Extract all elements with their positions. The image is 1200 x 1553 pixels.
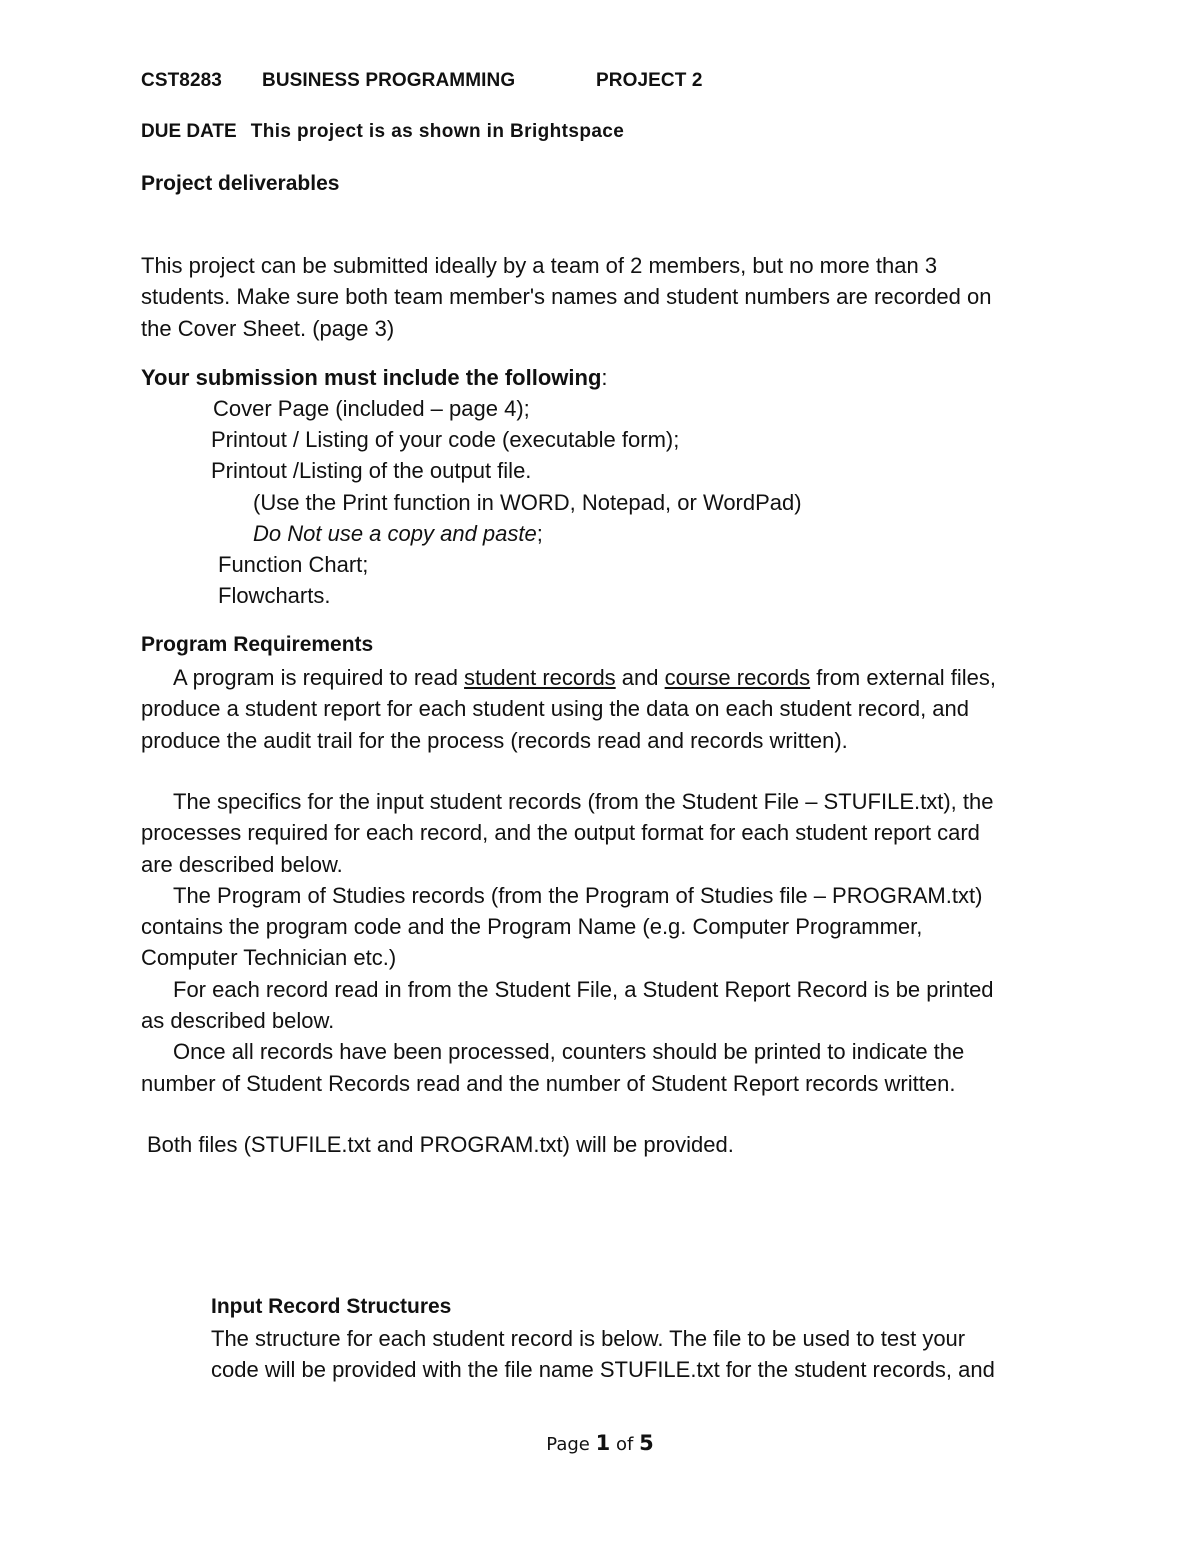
requirements-line: produce a student report for each student using the data on each student record, and — [141, 696, 970, 722]
course-code: CST8283 — [141, 70, 222, 91]
due-date-line — [141, 121, 624, 143]
input-structures-paragraph — [211, 1323, 995, 1386]
deliverables-heading: Project deliverables — [141, 172, 340, 195]
submission-subitem — [253, 518, 543, 549]
text-run: A program is required to read — [173, 665, 465, 690]
submission-item: Function Chart; — [218, 552, 369, 577]
input-structures-line: The structure for each student record is below. The file to be used to test your — [211, 1326, 966, 1351]
submission-item: Cover Page (included – page 4); — [213, 396, 530, 421]
requirements-line: produce the audit trail for the process (records read and records written). — [141, 727, 848, 753]
submission-item: Printout / Listing of your code (executable form); — [211, 427, 680, 452]
deliverables-line: students. Make sure both team member's names and student numbers are recorded on — [141, 284, 992, 310]
requirements-line: are described below. — [141, 851, 343, 877]
input-structures-line: code will be provided with the file name STUFILE.txt for the student records, and — [211, 1357, 995, 1383]
requirements-line: number of Student Records read and the number of Student Report records written. — [141, 1070, 956, 1096]
submission-colon: : — [601, 365, 608, 390]
requirements-paragraph-1 — [141, 662, 1071, 756]
requirements-line: The Program of Studies records (from the Program of Studies file – PROGRAM.txt) — [173, 882, 983, 908]
text-run: from external files, — [810, 665, 996, 690]
submission-heading-line — [141, 362, 608, 393]
submission-subitem: (Use the Print function in WORD, Notepad, or WordPad) — [253, 490, 802, 515]
deliverables-paragraph — [141, 250, 1071, 344]
page-footer — [0, 1431, 1200, 1455]
deliverables-line: the Cover Sheet. (page 3) — [141, 315, 395, 341]
requirements-line: The specifics for the input student records (from the Student File – STUFILE.txt), the — [173, 789, 994, 814]
requirements-line: processes required for each record, and the output format for each student report card — [141, 820, 980, 846]
no-copy-paste-semicolon: ; — [536, 521, 543, 546]
submission-heading: Your submission must include the following — [141, 365, 602, 390]
submission-item: Flowcharts. — [218, 583, 331, 608]
requirements-heading: Program Requirements — [141, 633, 374, 656]
footer-of-word: of — [615, 1434, 634, 1455]
footer-total-pages: 5 — [639, 1431, 654, 1455]
due-date-label: DUE DATE — [141, 121, 237, 142]
student-records-link: student records — [464, 665, 616, 690]
course-records-link: course records — [664, 665, 811, 690]
requirements-line — [141, 662, 1071, 693]
requirements-paragraph-2 — [141, 786, 1071, 1099]
footer-page-word: Page — [546, 1434, 590, 1455]
input-structures-heading: Input Record Structures — [211, 1295, 452, 1318]
requirements-line: Once all records have been processed, counters should be printed to indicate the — [173, 1039, 965, 1065]
requirements-line: Computer Technician etc.) — [141, 945, 397, 971]
project-title: PROJECT 2 — [596, 70, 703, 91]
footer-current-page: 1 — [595, 1431, 611, 1455]
due-date-text: This project is as shown in Brightspace — [250, 121, 625, 142]
requirements-line: as described below. — [141, 1008, 335, 1034]
text-run: and — [615, 665, 665, 690]
no-copy-paste-note: Do Not use a copy and paste — [253, 521, 537, 546]
deliverables-line: This project can be submitted ideally by a team of 2 members, but no more than 3 — [141, 253, 938, 278]
files-provided-note: Both files (STUFILE.txt and PROGRAM.txt) will be provided. — [147, 1132, 734, 1157]
course-name: BUSINESS PROGRAMMING — [262, 70, 516, 91]
submission-item: Printout /Listing of the output file. — [211, 458, 532, 483]
requirements-line: contains the program code and the Program Name (e.g. Computer Programmer, — [141, 914, 923, 940]
requirements-line: For each record read in from the Student File, a Student Report Record is be printed — [173, 976, 994, 1002]
